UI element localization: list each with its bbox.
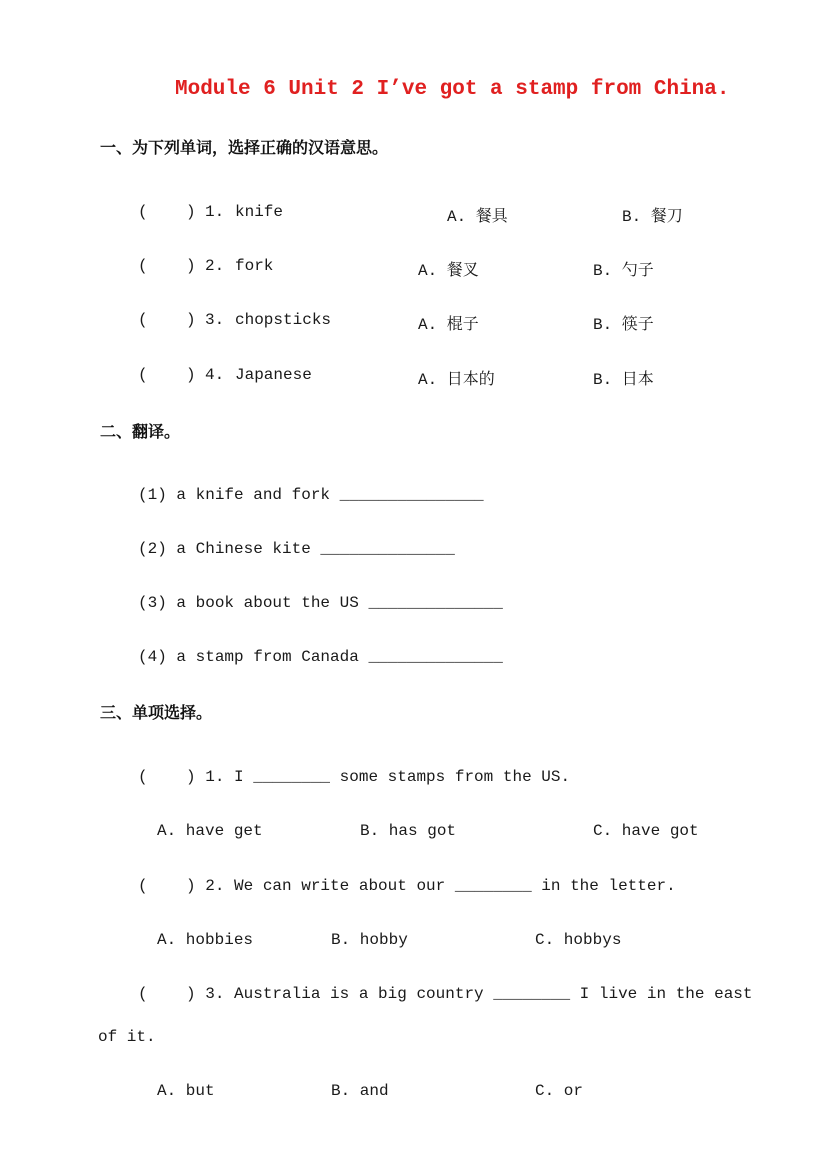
section-heading-3: 三、单项选择。 [100,703,213,722]
question-1-option-c[interactable]: C. have got [593,822,699,840]
item-number: 4. [205,366,225,384]
translation-item-1[interactable]: (1) a knife and fork _______________ [138,486,484,504]
item-word: Japanese [235,366,312,384]
question-2-stem[interactable]: ( ) 2. We can write about our ________ in the letter. [138,877,676,895]
translation-item-2[interactable]: (2) a Chinese kite ______________ [138,540,455,558]
option-a: A. 餐具 [447,208,508,226]
answer-blank[interactable]: ( ) [138,203,196,221]
translation-item-3[interactable]: (3) a book about the US ______________ [138,594,503,612]
item-word: chopsticks [235,311,332,329]
item-number: 3. [205,311,225,329]
question-1-stem[interactable]: ( ) 1. I ________ some stamps from the US. [138,768,571,786]
answer-blank[interactable]: ( ) [138,366,196,384]
item-number: 1. [205,203,225,221]
question-2-option-a[interactable]: A. hobbies [157,931,254,949]
item-word: fork [235,257,274,275]
translation-item-4[interactable]: (4) a stamp from Canada ______________ [138,648,503,666]
option-b: B. 筷子 [593,316,654,334]
question-1-option-b[interactable]: B. has got [360,822,457,840]
question-3-stem-continued: of it. [98,1028,156,1046]
option-a: A. 日本的 [418,371,495,389]
question-3-option-c[interactable]: C. or [535,1082,584,1100]
option-b: B. 餐刀 [622,208,683,226]
option-a: A. 餐叉 [418,262,479,280]
question-2-option-b[interactable]: B. hobby [331,931,408,949]
item-number: 2. [205,257,225,275]
question-3-option-a[interactable]: A. but [157,1082,215,1100]
option-a: A. 棍子 [418,316,479,334]
option-b: B. 勺子 [593,262,654,280]
question-3-stem[interactable]: ( ) 3. Australia is a big country ________ I live in the east [138,985,753,1003]
page-title: Module 6 Unit 2 I’ve got a stamp from China. [175,78,730,101]
section-heading-1: 一、为下列单词，选择正确的汉语意思。 [100,138,389,157]
section-heading-2: 二、翻译。 [100,422,181,441]
option-b: B. 日本 [593,371,654,389]
question-2-option-c[interactable]: C. hobbys [535,931,622,949]
item-word: knife [235,203,284,221]
question-3-option-b[interactable]: B. and [331,1082,389,1100]
question-1-option-a[interactable]: A. have get [157,822,263,840]
answer-blank[interactable]: ( ) [138,311,196,329]
answer-blank[interactable]: ( ) [138,257,196,275]
